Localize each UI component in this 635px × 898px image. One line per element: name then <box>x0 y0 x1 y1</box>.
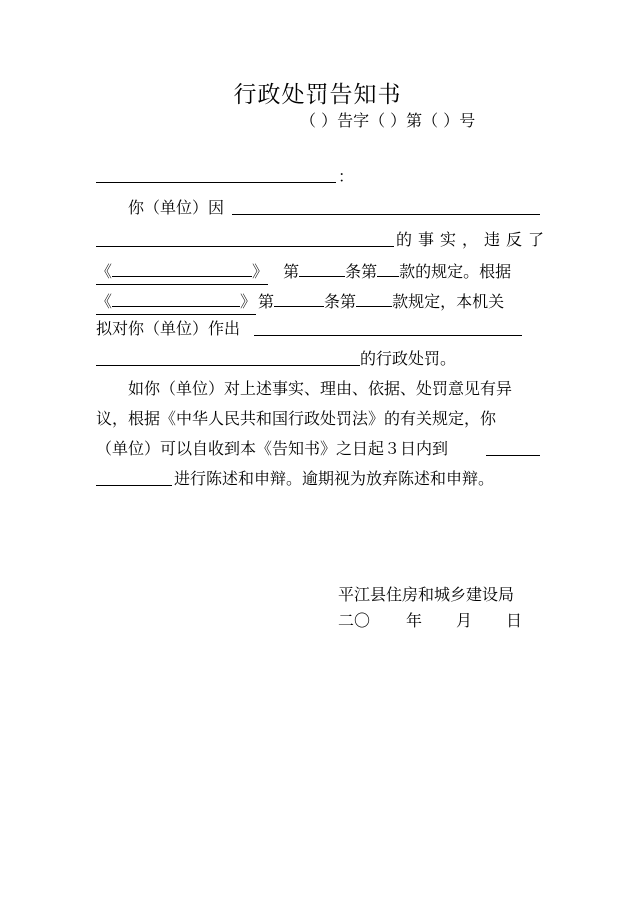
penalty-blank[interactable] <box>96 365 360 366</box>
date-prefix: 二〇 <box>338 611 371 630</box>
quote-open: 《 <box>96 262 113 281</box>
date-month: 月 <box>456 611 473 630</box>
date-year: 年 <box>406 611 423 630</box>
article-blank-2[interactable] <box>274 289 324 307</box>
para1-l4-mid1: 第 <box>258 292 275 311</box>
para1-l4-mid2: 条第 <box>324 292 357 311</box>
quote-close: 》 <box>252 262 269 281</box>
para1-line1-prefix: 你（单位）因 <box>128 198 225 217</box>
document-number-line: （ ）告字（ ）第（ ）号 <box>300 111 476 130</box>
location-blank-1[interactable] <box>486 455 540 456</box>
para1-l3-mid1: 第 <box>283 262 300 281</box>
cause-blank[interactable] <box>232 214 540 215</box>
para1-line4 <box>96 289 504 315</box>
para1-line2-suffix: 的事实，违反了 <box>396 230 551 249</box>
para1-l3-end: 款的规定。根据 <box>399 262 512 281</box>
para1-line3 <box>96 259 511 285</box>
addressee-blank[interactable] <box>96 182 336 183</box>
para1-line5-prefix: 拟对你（单位）作出 <box>96 319 241 338</box>
law-name-blank-2[interactable] <box>112 289 240 307</box>
para2-line1: 如你（单位）对上述事实、理由、依据、处罚意见有异 <box>128 379 513 398</box>
decision-blank[interactable] <box>254 335 522 336</box>
para2-line2: 议，根据《中华人民共和国行政处罚法》的有关规定，你 <box>96 409 497 428</box>
quote-close-2: 》 <box>240 292 257 311</box>
law-name-blank-1[interactable] <box>112 259 252 277</box>
clause-blank-2[interactable] <box>356 289 392 307</box>
para2-line4-suffix: 进行陈述和申辩。逾期视为放弃陈述和申辩。 <box>174 469 495 488</box>
issuing-agency: 平江县住房和城乡建设局 <box>338 585 515 604</box>
para1-l3-mid2: 条第 <box>345 262 378 281</box>
addressee-colon: ： <box>338 167 355 186</box>
date-day: 日 <box>506 611 523 630</box>
fact-blank[interactable] <box>96 246 394 247</box>
clause-blank-1[interactable] <box>377 259 399 277</box>
para1-l4-end: 款规定，本机关 <box>392 292 505 311</box>
quote-open-2: 《 <box>96 292 113 311</box>
article-blank-1[interactable] <box>299 259 345 277</box>
signature-date <box>338 610 522 632</box>
document-title: 行政处罚告知书 <box>233 82 402 108</box>
para2-line3-prefix: （单位）可以自收到本《告知书》之日起３日内到 <box>96 439 449 458</box>
location-blank-2[interactable] <box>96 485 172 486</box>
para1-line6-suffix: 的行政处罚。 <box>360 349 457 368</box>
